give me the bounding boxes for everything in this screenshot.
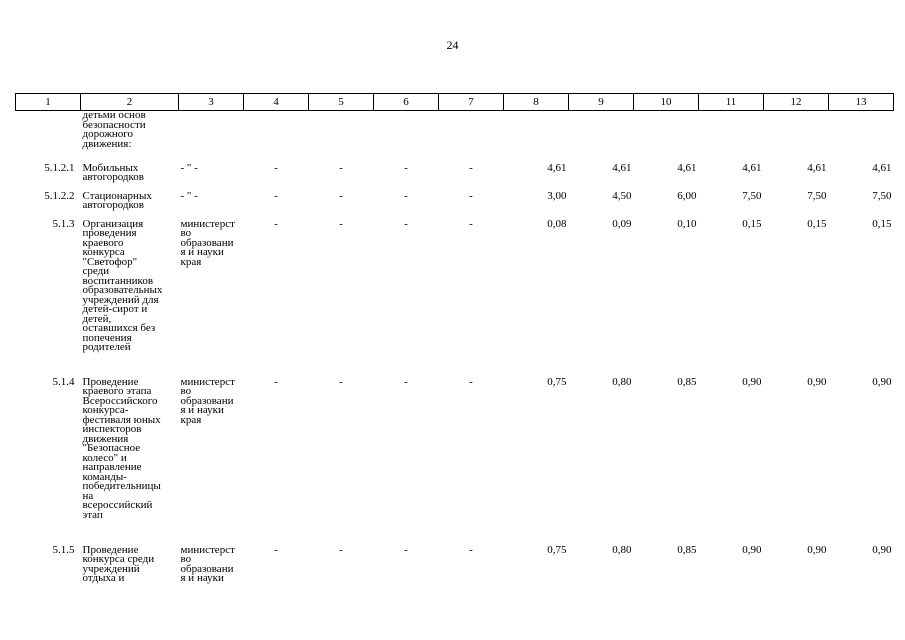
text-line: министерст: [180, 217, 235, 230]
column-header: 1: [16, 94, 81, 111]
row-name: [81, 159, 179, 187]
text-line: родителей: [82, 341, 131, 353]
table-row: [16, 373, 894, 541]
text-line: победительницы: [82, 480, 161, 492]
row-executor: [179, 373, 244, 541]
row-id: 5.1.3: [52, 217, 75, 230]
dash-cell: -: [469, 189, 473, 202]
text-line: конкурса среди: [82, 553, 155, 565]
text-line: безопасности: [82, 118, 146, 131]
dash-cell: -: [339, 189, 343, 202]
continuation-row: [16, 111, 894, 159]
column-header: 8: [504, 94, 569, 111]
value-cell: 0,80: [612, 375, 632, 388]
text-line: детей,: [82, 312, 112, 325]
text-line: отдыха и: [82, 572, 125, 584]
dash-cell: -: [404, 217, 408, 230]
row-id: 5.1.2.1: [44, 161, 75, 174]
text-line: я и науки: [180, 246, 224, 258]
table-row: [16, 541, 894, 601]
value-cell: 4,61: [872, 161, 892, 174]
row-name: [81, 215, 179, 373]
value-cell: 4,61: [677, 161, 697, 174]
dash-cell: -: [274, 217, 278, 230]
data-table: [15, 93, 894, 601]
column-header: 10: [634, 94, 699, 111]
row-name: [81, 373, 179, 541]
value-cell: 0,15: [742, 217, 762, 230]
text-line: образовани: [180, 562, 234, 575]
value-cell: 0,75: [547, 375, 567, 388]
text-line: Проведение: [82, 543, 139, 556]
value-cell: 0,90: [742, 543, 762, 556]
empty-cell: [634, 111, 699, 159]
dash-cell: -: [469, 217, 473, 230]
empty-cell: [699, 111, 764, 159]
row-executor: [179, 215, 244, 373]
text-line: автогородков: [82, 171, 144, 183]
text-line: колесо" и: [82, 451, 127, 464]
column-header: 3: [179, 94, 244, 111]
value-cell: 0,85: [677, 375, 697, 388]
empty-cell: [16, 111, 81, 159]
value-cell: 7,50: [742, 189, 762, 202]
value-cell: 0,75: [547, 543, 567, 556]
text-line: образовательных: [82, 284, 163, 296]
value-cell: 0,90: [807, 375, 827, 388]
column-header: 6: [374, 94, 439, 111]
text-line: образовани: [180, 394, 234, 407]
column-header: 11: [699, 94, 764, 111]
value-cell: 0,90: [742, 375, 762, 388]
empty-cell: [244, 111, 309, 159]
text-line: попечения: [82, 331, 132, 344]
continuation-text: [81, 111, 179, 159]
dash-cell: -: [274, 189, 278, 202]
dash-cell: -: [274, 543, 278, 556]
header-row: [16, 94, 894, 111]
value-cell: 7,50: [872, 189, 892, 202]
text-line: учреждений для: [82, 293, 159, 306]
dash-cell: -: [469, 375, 473, 388]
dash-cell: -: [404, 375, 408, 388]
row-executor: [179, 541, 244, 601]
text-line: - " -: [180, 161, 198, 174]
row-name: [81, 541, 179, 601]
row-id: 5.1.5: [52, 543, 75, 556]
text-line: оставшихся без: [82, 322, 156, 334]
text-line: проведения: [82, 227, 137, 239]
text-line: края: [180, 255, 202, 268]
dash-cell: -: [339, 161, 343, 174]
value-cell: 4,61: [547, 161, 567, 174]
text-line: движения: [82, 432, 129, 445]
row-id: 5.1.2.2: [44, 189, 75, 202]
text-line: учреждений: [82, 562, 140, 575]
dash-cell: -: [469, 161, 473, 174]
text-line: команды-: [82, 470, 127, 483]
dash-cell: -: [339, 543, 343, 556]
empty-cell: [374, 111, 439, 159]
row-executor: [179, 187, 244, 215]
text-line: образовани: [180, 236, 234, 249]
empty-cell: [439, 111, 504, 159]
empty-cell: [179, 111, 244, 159]
row-name: [81, 187, 179, 215]
text-line: - " -: [180, 189, 198, 202]
text-line: всероссийский: [82, 499, 153, 511]
row-id: 5.1.4: [52, 375, 75, 388]
value-cell: 0,08: [547, 217, 567, 230]
value-cell: 3,00: [547, 189, 567, 202]
text-line: воспитанников: [82, 274, 154, 287]
text-line: краевого: [82, 236, 124, 249]
dash-cell: -: [404, 161, 408, 174]
column-header: 2: [81, 94, 179, 111]
text-line: министерст: [180, 375, 235, 388]
text-line: во: [180, 385, 192, 397]
column-header: 12: [764, 94, 829, 111]
text-line: среди: [82, 265, 110, 277]
table-row: [16, 159, 894, 187]
text-line: этап: [82, 508, 103, 521]
text-line: "Безопасное: [82, 442, 141, 454]
empty-cell: [764, 111, 829, 159]
value-cell: 0,15: [807, 217, 827, 230]
column-header: 7: [439, 94, 504, 111]
value-cell: 0,90: [872, 375, 892, 388]
text-line: я и науки: [180, 404, 224, 416]
text-line: края: [180, 413, 202, 426]
text-line: Стационарных: [82, 189, 152, 202]
text-line: Мобильных: [82, 161, 139, 174]
text-line: краевого этапа: [82, 385, 152, 397]
table-row: [16, 215, 894, 373]
text-line: детей-сирот и: [82, 303, 148, 315]
text-line: конкурса: [82, 246, 125, 258]
dash-cell: -: [274, 375, 278, 388]
text-line: министерст: [180, 543, 235, 556]
text-line: конкурса-: [82, 404, 129, 416]
text-line: во: [180, 227, 192, 239]
dash-cell: -: [274, 161, 278, 174]
text-line: я и науки: [180, 572, 224, 584]
dash-cell: -: [339, 217, 343, 230]
text-line: Всероссийского: [82, 394, 158, 407]
column-header: 9: [569, 94, 634, 111]
empty-cell: [829, 111, 894, 159]
value-cell: 4,61: [612, 161, 632, 174]
empty-cell: [569, 111, 634, 159]
value-cell: 6,00: [677, 189, 697, 202]
value-cell: 7,50: [807, 189, 827, 202]
empty-cell: [504, 111, 569, 159]
value-cell: 0,09: [612, 217, 632, 230]
text-line: во: [180, 553, 192, 565]
text-line: детьми основ: [82, 109, 146, 121]
value-cell: 0,80: [612, 543, 632, 556]
text-line: автогородков: [82, 199, 144, 211]
value-cell: 0,10: [677, 217, 697, 230]
value-cell: 0,85: [677, 543, 697, 556]
text-line: направление: [82, 461, 142, 473]
value-cell: 0,90: [807, 543, 827, 556]
value-cell: 4,61: [742, 161, 762, 174]
dash-cell: -: [339, 375, 343, 388]
text-line: Организация: [82, 217, 144, 230]
text-line: "Светофор": [82, 255, 138, 268]
value-cell: 0,15: [872, 217, 892, 230]
value-cell: 4,50: [612, 189, 632, 202]
text-line: движения:: [82, 137, 132, 150]
dash-cell: -: [469, 543, 473, 556]
value-cell: 4,61: [807, 161, 827, 174]
text-line: дорожного: [82, 128, 134, 140]
dash-cell: -: [404, 543, 408, 556]
text-line: Проведение: [82, 375, 139, 388]
row-executor: [179, 159, 244, 187]
table-row: [16, 187, 894, 215]
dash-cell: -: [404, 189, 408, 202]
value-cell: 0,90: [872, 543, 892, 556]
text-line: инспекторов: [82, 423, 142, 435]
column-header: 5: [309, 94, 374, 111]
text-line: на: [82, 489, 94, 502]
empty-cell: [309, 111, 374, 159]
text-line: фестиваля юных: [82, 413, 161, 426]
column-header: 4: [244, 94, 309, 111]
column-header: 13: [829, 94, 894, 111]
page-number: 24: [446, 38, 459, 52]
